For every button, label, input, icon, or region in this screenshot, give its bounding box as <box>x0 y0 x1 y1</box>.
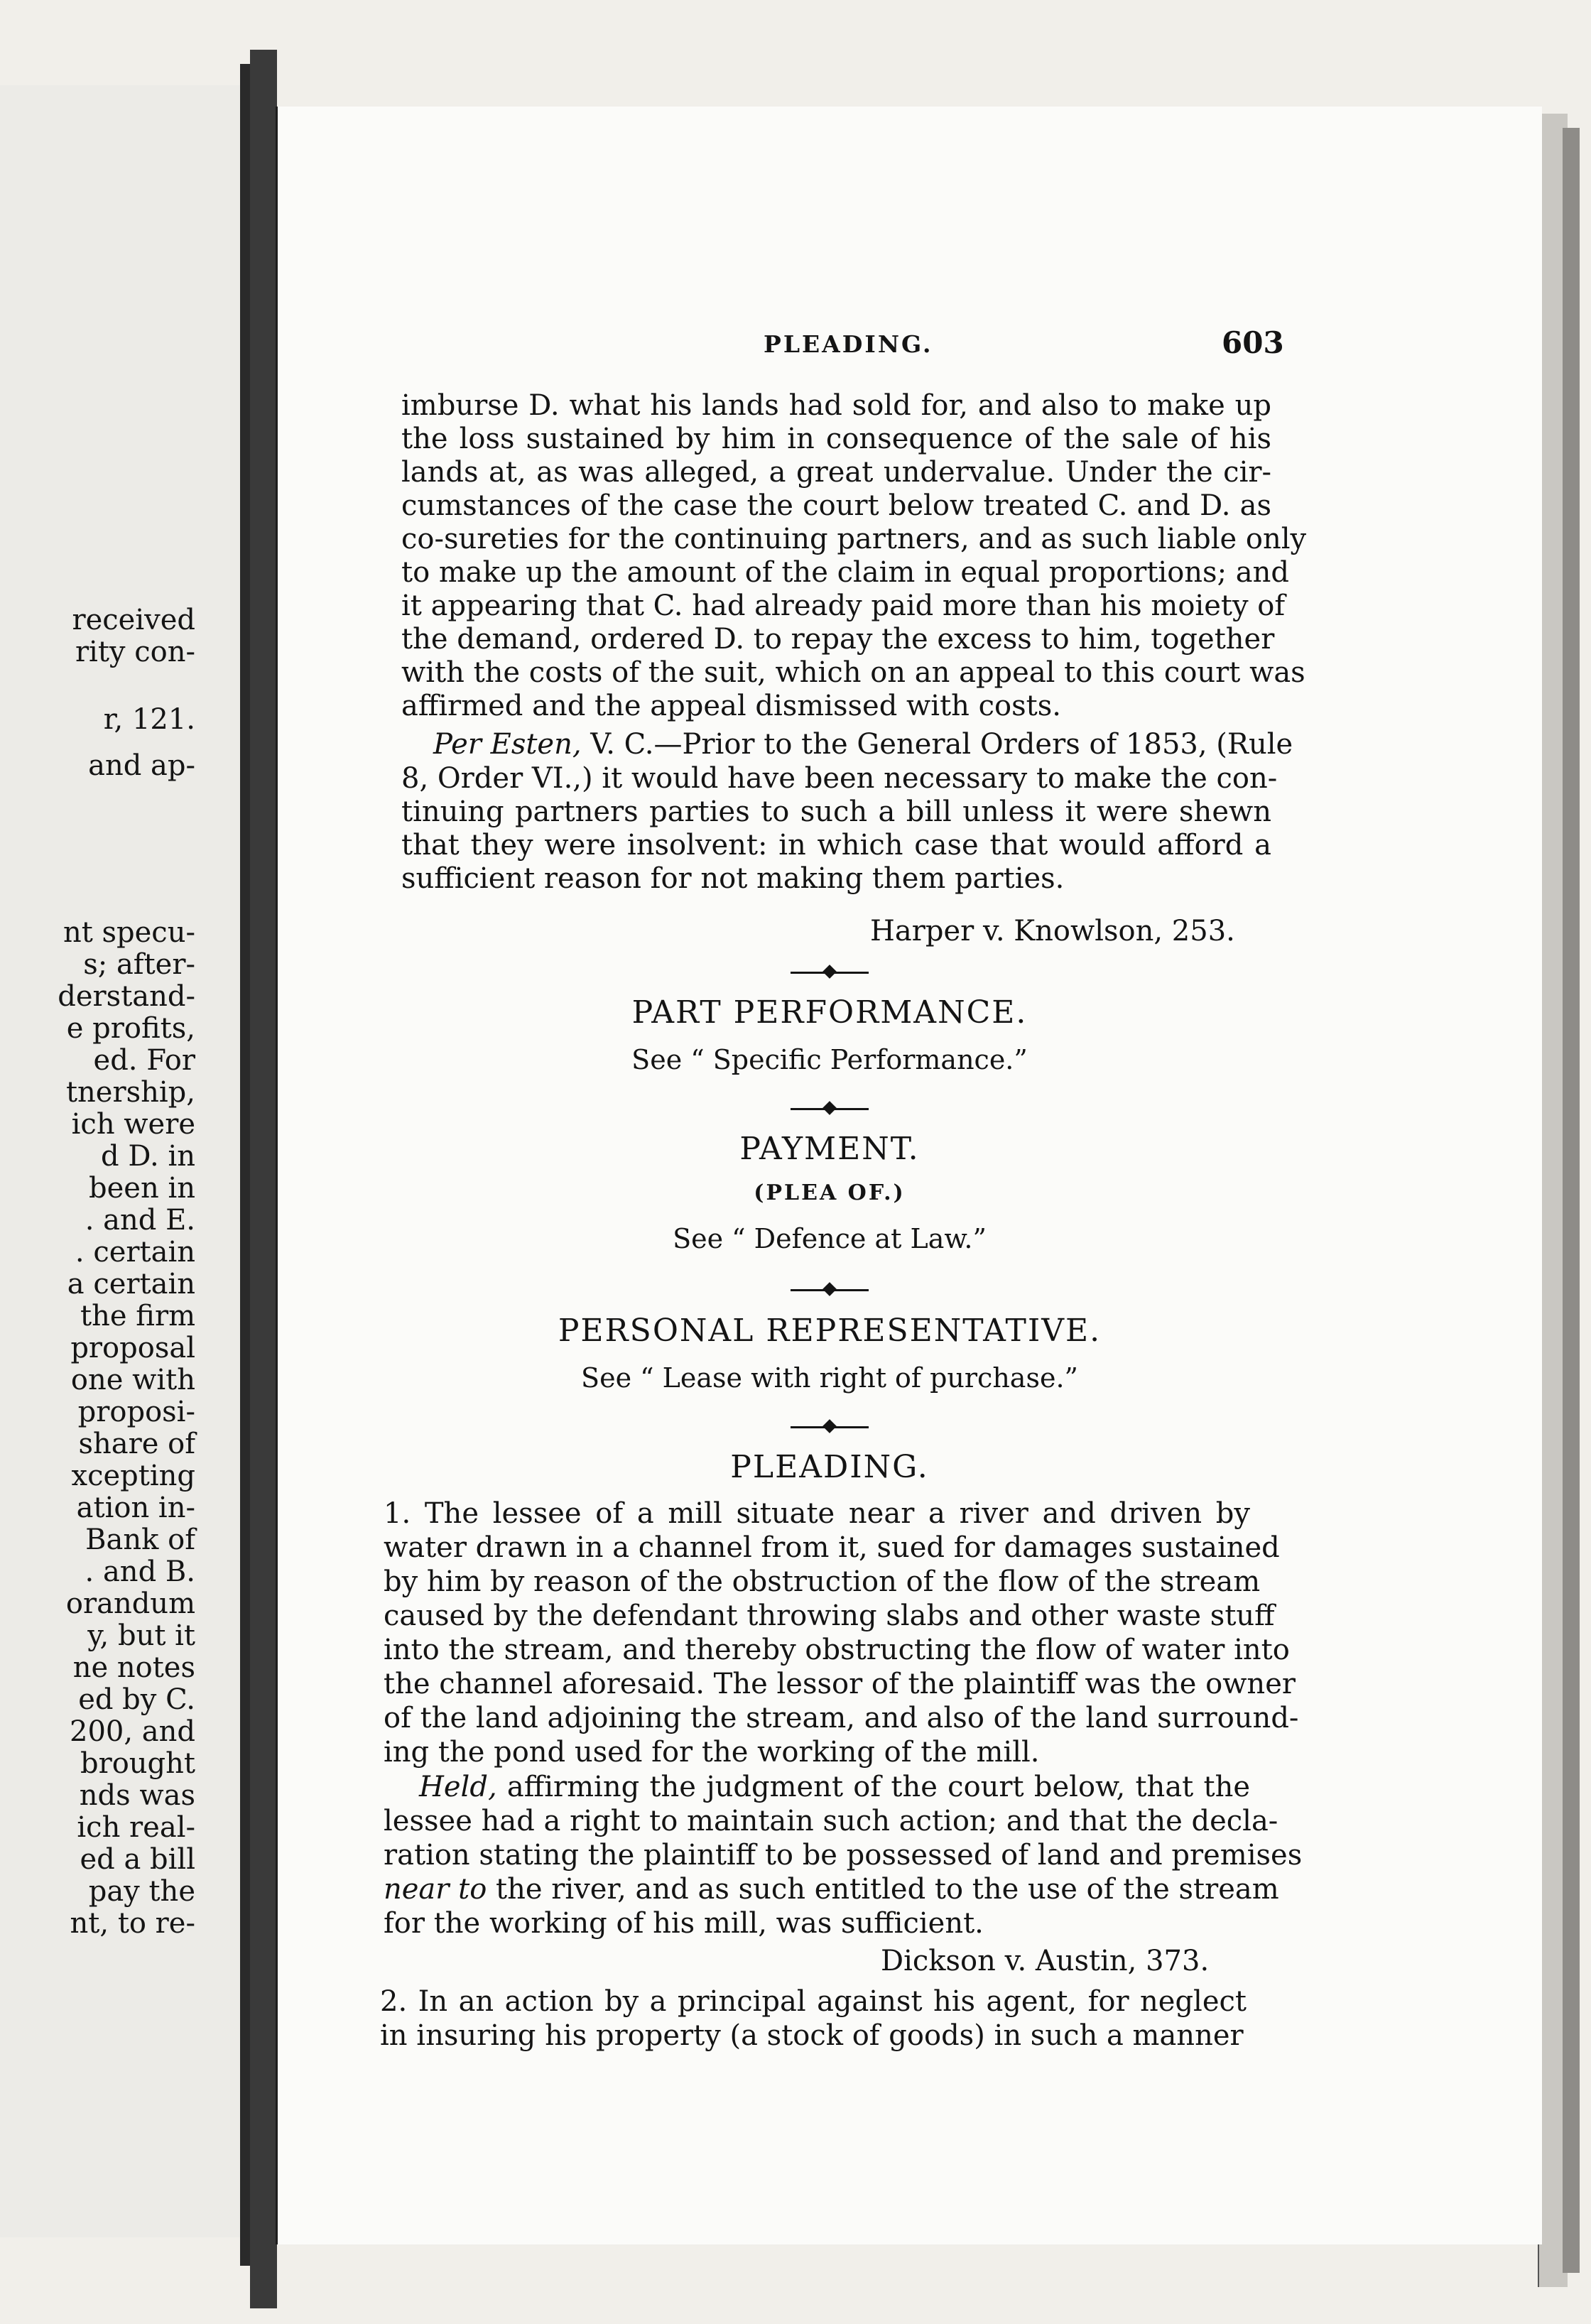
left-page <box>0 85 245 2237</box>
held-line: for the working of his mill, was sufficient. <box>384 1907 984 1940</box>
left-fragment: been in <box>89 1172 195 1205</box>
near-to-italic: near to <box>384 1873 487 1906</box>
para2-line: tinuing partners parties to such a bill unless it were shewn <box>401 796 1271 828</box>
left-fragment: d D. in <box>101 1140 195 1173</box>
heading-payment: PAYMENT. <box>739 1131 920 1167</box>
plea-of-subheading: (PLEA OF.) <box>754 1180 906 1205</box>
para1-line: the loss sustained by him in consequence of the sale of his <box>401 423 1271 455</box>
running-head: PLEADING. <box>764 330 933 358</box>
held-line: near to the river, and as such entitled to the use of the stream <box>384 1873 1279 1906</box>
left-fragment: derstand- <box>58 980 195 1013</box>
heading-part-performance: PART PERFORMANCE. <box>631 994 1028 1031</box>
left-fragment: ne notes <box>72 1651 195 1684</box>
para1-line: with the costs of the suit, which on an appeal to this court was <box>401 656 1305 689</box>
para2-line: that they were insolvent: in which case that would afford a <box>401 829 1271 862</box>
para1-line: imburse D. what his lands had sold for, and also to make up <box>401 389 1271 422</box>
held-line: lessee had a right to maintain such action; and that the decla- <box>384 1805 1278 1837</box>
para1-line: it appearing that C. had already paid more than his moiety of <box>401 590 1286 622</box>
left-fragment: r, 121. <box>103 703 195 736</box>
left-fragment: and ap- <box>88 749 195 782</box>
item1-line: of the land adjoining the stream, and also of the land surround- <box>384 1702 1299 1734</box>
item2-line: 2. In an action by a principal against his agent, for neglect <box>380 1985 1247 2018</box>
held-line: Held, affirming the judgment of the court below, that the <box>419 1771 1250 1803</box>
left-fragment: one with <box>70 1364 195 1396</box>
left-fragment: xcepting <box>71 1460 195 1492</box>
left-fragment: share of <box>78 1428 195 1460</box>
item1-line: ing the pond used for the working of the mill. <box>384 1736 1040 1769</box>
left-fragment: . and B. <box>85 1555 195 1588</box>
left-fragment: y, but it <box>87 1619 195 1652</box>
book-binding <box>250 50 277 2308</box>
left-fragment: brought <box>80 1747 195 1780</box>
item1-line: caused by the defendant throwing slabs and other waste stuff <box>384 1600 1275 1632</box>
left-fragment: proposal <box>70 1332 195 1364</box>
left-fragment: ed. For <box>93 1044 195 1077</box>
left-fragment: Bank of <box>85 1524 195 1556</box>
left-fragment: ed a bill <box>80 1843 195 1876</box>
held-label: Held, <box>419 1771 497 1803</box>
para2-line: 8, Order VI.,) it would have been necessary to make the con- <box>401 762 1278 795</box>
see-specific-performance: See “ Specific Performance.” <box>631 1044 1028 1075</box>
paragraph-2-line: Per Esten, V. C.—Prior to the General Orders of 1853, (Rule <box>433 728 1293 761</box>
left-fragment: nt, to re- <box>70 1907 195 1940</box>
held-line: ration stating the plaintiff to be possessed of land and premises <box>384 1839 1303 1872</box>
section-divider <box>791 972 869 974</box>
see-lease-with-right: See “ Lease with right of purchase.” <box>581 1362 1078 1394</box>
para2-line: sufficient reason for not making them parties. <box>401 862 1065 895</box>
para1-line: the demand, ordered D. to repay the excess to him, together <box>401 623 1275 656</box>
judge-name: Per Esten, <box>433 728 582 761</box>
item1-line: 1. The lessee of a mill situate near a river and driven by <box>384 1497 1250 1530</box>
left-fragment: 200, and <box>70 1715 195 1748</box>
item1-line: by him by reason of the obstruction of the flow of the stream <box>384 1565 1261 1598</box>
left-fragment: . and E. <box>85 1204 195 1237</box>
left-fragment: rity con- <box>75 636 195 668</box>
section-divider <box>791 1426 869 1428</box>
left-fragment: ich real- <box>77 1811 195 1844</box>
left-fragment: pay the <box>88 1875 195 1908</box>
section-divider <box>791 1108 869 1110</box>
item1-line: into the stream, and thereby obstructing the flow of water into <box>384 1634 1290 1666</box>
item1-line: the channel aforesaid. The lessor of the plaintiff was the owner <box>384 1668 1296 1700</box>
para1-line: to make up the amount of the claim in equal proportions; and <box>401 556 1289 589</box>
left-fragment: orandum <box>65 1587 195 1620</box>
left-fragment: s; after- <box>83 948 195 981</box>
page-edge-dark <box>1563 128 1580 2273</box>
page-number: 603 <box>1222 325 1284 360</box>
left-fragment: ed by C. <box>78 1683 195 1716</box>
para1-line: co-sureties for the continuing partners, and as such liable only <box>401 523 1307 555</box>
para1-line: lands at, as was alleged, a great undervalue. Under the cir- <box>401 456 1271 489</box>
left-fragment: e profits, <box>66 1012 195 1045</box>
left-fragment: proposi- <box>77 1396 195 1428</box>
left-fragment: . certain <box>75 1236 195 1269</box>
left-fragment: a certain <box>67 1268 195 1301</box>
left-fragment: tnership, <box>65 1076 195 1109</box>
item2-line: in insuring his property (a stock of goods) in such a manner <box>380 2019 1244 2052</box>
left-fragment: ich were <box>71 1108 195 1141</box>
left-fragment: ation in- <box>76 1492 195 1524</box>
heading-personal-representative: PERSONAL REPRESENTATIVE. <box>558 1313 1102 1349</box>
left-fragment: the firm <box>80 1300 195 1332</box>
citation-harper: Harper v. Knowlson, 253. <box>870 915 1235 947</box>
heading-pleading: PLEADING. <box>730 1449 929 1485</box>
left-fragment: received <box>72 604 195 636</box>
section-divider <box>791 1289 869 1291</box>
left-fragment: nds was <box>79 1779 195 1812</box>
para1-line: affirmed and the appeal dismissed with costs. <box>401 690 1061 722</box>
left-fragment: nt specu- <box>63 916 195 949</box>
see-defence-at-law: See “ Defence at Law.” <box>673 1223 987 1254</box>
citation-dickson: Dickson v. Austin, 373. <box>881 1945 1210 1977</box>
item1-line: water drawn in a channel from it, sued for damages sustained <box>384 1531 1280 1564</box>
para1-line: cumstances of the case the court below treated C. and D. as <box>401 489 1271 522</box>
